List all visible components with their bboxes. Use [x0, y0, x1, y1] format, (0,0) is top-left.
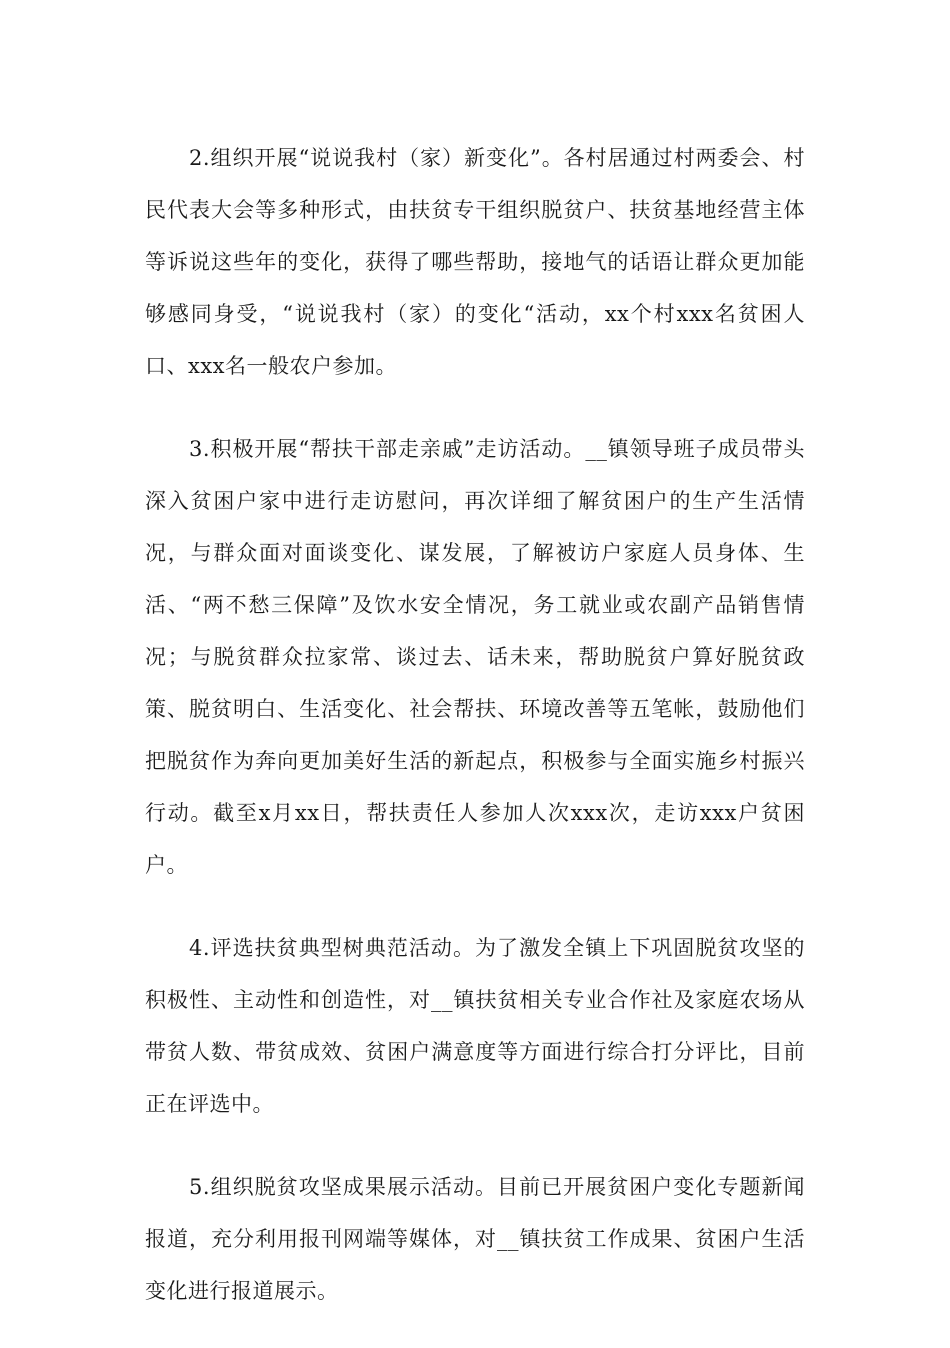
document-body	[145, 132, 805, 1348]
paragraph-item-2: 2.组织开展“说说我村（家）新变化”。各村居通过村两委会、村民代表大会等多种形式，由扶贫专干组织脱贫户、扶贫基地经营主体等诉说这些年的变化，获得了哪些帮助，接地气的话语让群众更加能够感同身受，“说说我村（家）的变化“活动，xx个村xxx名贫困人口、xxx名一般农户参加。	[145, 146, 805, 378]
paragraph-item-4: 4.评选扶贫典型树典范活动。为了激发全镇上下巩固脱贫攻坚的积极性、主动性和创造性，对__镇扶贫相关专业合作社及家庭农场从带贫人数、带贫成效、贫困户满意度等方面进行综合打分评比，目前正在评选中。	[145, 936, 805, 1116]
paragraph-item-3: 3.积极开展“帮扶干部走亲戚”走访活动。__镇领导班子成员带头深入贫困户家中进行走访慰问，再次详细了解贫困户的生产生活情况，与群众面对面谈变化、谋发展，了解被访户家庭人员身体、生活、“两不愁三保障”及饮水安全情况，务工就业或农副产品销售情况；与脱贫群众拉家常、谈过去、话未来，帮助脱贫户算好脱贫政策、脱贫明白、生活变化、社会帮扶、环境改善等五笔帐，鼓励他们把脱贫作为奔向更加美好生活的新起点，积极参与全面实施乡村振兴行动。截至x月xx日，帮扶责任人参加人次xxx次，走访xxx户贫困户。	[145, 437, 805, 877]
paragraph-item-5: 5.组织脱贫攻坚成果展示活动。目前已开展贫困户变化专题新闻报道，充分利用报刊网端等媒体，对__镇扶贫工作成果、贫困户生活变化进行报道展示。	[145, 1175, 805, 1303]
